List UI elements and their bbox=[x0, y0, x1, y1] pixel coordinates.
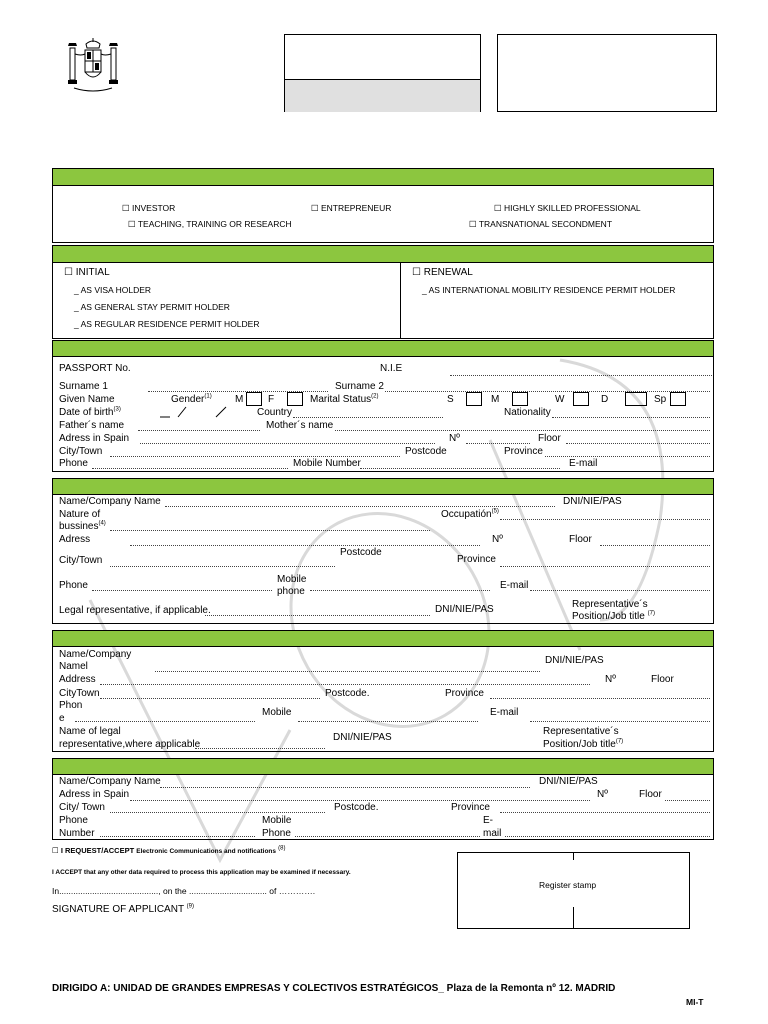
addressed-to: DIRIGIDO A: UNIDAD DE GRANDES EMPRESAS Y COLECTIVOS ESTRATÉGICOS_ Plaza de la Remonta nº 12. MADRID bbox=[52, 983, 616, 994]
s6-input-phone[interactable] bbox=[100, 836, 255, 837]
s6-input-name[interactable] bbox=[160, 787, 530, 788]
intl-mobility-label: AS INTERNATIONAL MOBILITY RESIDENCE PERMIT HOLDER bbox=[428, 285, 676, 295]
s5-label-postcode: Postcode. bbox=[325, 688, 370, 699]
gender-f-box[interactable] bbox=[287, 392, 303, 406]
section-6-header bbox=[52, 758, 714, 775]
s5-input-mobile[interactable] bbox=[298, 721, 478, 722]
s5-label-address: Address bbox=[59, 674, 96, 685]
s5-input-province[interactable] bbox=[490, 698, 710, 699]
marital-text: Marital Status bbox=[310, 394, 372, 405]
s5-input-name[interactable] bbox=[155, 671, 540, 672]
label-f: F bbox=[268, 394, 275, 405]
checkbox-initial[interactable]: ☐ INITIAL bbox=[64, 267, 110, 278]
s4-input-address[interactable] bbox=[130, 545, 480, 546]
marital-m-box[interactable] bbox=[512, 392, 528, 406]
s5-label-province: Province bbox=[445, 688, 484, 699]
regular-residence-label: AS REGULAR RESIDENCE PERMIT HOLDER bbox=[80, 319, 260, 329]
teaching-label: TEACHING, TRAINING OR RESEARCH bbox=[137, 219, 292, 229]
input-nationality[interactable] bbox=[552, 417, 710, 418]
s5-label-name1: Name/Company bbox=[59, 649, 132, 660]
form-code: MI-T bbox=[686, 997, 704, 1007]
stamp-tick-bottom bbox=[573, 907, 574, 929]
s4-label-occupation bbox=[441, 509, 499, 520]
dob-sup: (3) bbox=[113, 406, 121, 413]
s4-occupation-sup: (5) bbox=[491, 508, 499, 515]
s6-input-floor[interactable] bbox=[665, 800, 710, 801]
dob-text: Date of birth bbox=[59, 407, 114, 418]
s6-label-name: Name/Company Name bbox=[59, 776, 161, 787]
input-city[interactable] bbox=[110, 456, 400, 457]
marital-s-box[interactable] bbox=[466, 392, 482, 406]
option-general-stay[interactable]: _ AS GENERAL STAY PERMIT HOLDER bbox=[74, 302, 230, 312]
label-s: S bbox=[447, 394, 454, 405]
input-nie[interactable] bbox=[450, 375, 712, 376]
place-date-line[interactable]: In.........................................., on the ................................. of …………. bbox=[52, 886, 316, 896]
s6-label-city: City/ Town bbox=[59, 802, 105, 813]
input-floor[interactable] bbox=[566, 443, 710, 444]
investor-label: INVESTOR bbox=[131, 203, 176, 213]
s4-label-mobile1: Mobile bbox=[277, 574, 307, 585]
s4-input-city[interactable] bbox=[110, 566, 335, 567]
label-nie: N.I.E bbox=[380, 363, 403, 374]
s4-occupation-text: Occupatión bbox=[441, 509, 492, 520]
s4-input-occupation[interactable] bbox=[500, 519, 710, 520]
input-address[interactable] bbox=[140, 443, 435, 444]
s6-label-postcode: Postcode. bbox=[334, 802, 379, 813]
s4-label-phone: Phone bbox=[59, 580, 88, 591]
s5-label-legal2: representative,where applicable bbox=[59, 739, 201, 750]
label-mother: Mother´s name bbox=[266, 420, 334, 431]
label-marital bbox=[310, 394, 378, 405]
label-postcode: Postcode bbox=[405, 446, 447, 457]
s5-rep2-text: Position/Job title bbox=[543, 739, 616, 750]
register-stamp-label: Register stamp bbox=[539, 880, 597, 890]
s4-rep-sup: (7) bbox=[647, 610, 655, 617]
header-box-left-shaded bbox=[285, 79, 480, 112]
marital-sp-box[interactable] bbox=[670, 392, 686, 406]
label-given-name: Given Name bbox=[59, 394, 115, 405]
signature-text: SIGNATURE OF APPLICANT bbox=[52, 904, 184, 915]
s5-label-email: E-mail bbox=[490, 707, 519, 718]
label-d: D bbox=[601, 394, 609, 405]
label-address: Adress in Spain bbox=[59, 433, 130, 444]
s4-label-no: Nº bbox=[492, 534, 503, 545]
checkbox-entrepreneur[interactable]: ☐ ENTREPRENEUR bbox=[311, 203, 392, 213]
marital-sup: (2) bbox=[371, 393, 379, 400]
option-visa-holder[interactable]: _ AS VISA HOLDER bbox=[74, 285, 152, 295]
label-sp: Sp bbox=[654, 394, 667, 405]
s5-input-address[interactable] bbox=[100, 684, 590, 685]
s4-rep2-text: Position/Job title bbox=[572, 611, 645, 622]
s4-label-email: E-mail bbox=[500, 580, 529, 591]
label-email: E-mail bbox=[569, 458, 598, 469]
highly-skilled-label: HIGHLY SKILLED PROFESSIONAL bbox=[503, 203, 641, 213]
s6-label-floor: Floor bbox=[639, 789, 662, 800]
visa-holder-label: AS VISA HOLDER bbox=[80, 285, 152, 295]
s4-label-legal-rep: Legal representative, if applicable. bbox=[59, 605, 211, 616]
checkbox-investor[interactable]: ☐ INVESTOR bbox=[122, 203, 176, 213]
s6-input-mobile[interactable] bbox=[295, 836, 480, 837]
option-intl-mobility[interactable]: _ AS INTERNATIONAL MOBILITY RESIDENCE PERMIT HOLDER bbox=[422, 285, 676, 295]
request-bold: I REQUEST/ACCEPT bbox=[60, 846, 135, 855]
request-accept-checkbox[interactable]: ☐ I REQUEST/ACCEPT Electronic Communications and notifications $^{(8)}$ bbox=[52, 845, 286, 855]
s6-label-email1: E- bbox=[483, 815, 493, 826]
s4-label-mobile2: phone bbox=[277, 586, 305, 597]
s6-label-phone1: Phone bbox=[59, 815, 88, 826]
s5-label-city: CityTown bbox=[59, 688, 100, 699]
s5-label-legal1: Name of legal bbox=[59, 726, 121, 737]
s4-label-rep2 bbox=[572, 611, 655, 622]
section-1-header bbox=[52, 168, 714, 186]
s5-label-rep2 bbox=[543, 739, 623, 750]
s5-input-legal[interactable] bbox=[195, 748, 325, 749]
renewal-label: RENEWAL bbox=[423, 267, 473, 278]
input-surname2[interactable] bbox=[385, 391, 710, 392]
input-mother[interactable] bbox=[335, 430, 710, 431]
input-province[interactable] bbox=[545, 456, 710, 457]
s4-nature2-text: bussines bbox=[59, 521, 99, 532]
marital-d-box[interactable] bbox=[625, 392, 647, 406]
signature-sup: (9) bbox=[186, 903, 195, 910]
s5-label-mobile: Mobile bbox=[262, 707, 292, 718]
s5-input-phone[interactable] bbox=[75, 721, 255, 722]
request-rest: Electronic Communications and notifications bbox=[136, 848, 277, 855]
option-regular-residence[interactable]: _ AS REGULAR RESIDENCE PERMIT HOLDER bbox=[74, 319, 260, 329]
s4-input-mobile[interactable] bbox=[310, 590, 490, 591]
s4-label-rep1: Representative´s bbox=[572, 599, 648, 610]
checkbox-highly-skilled[interactable]: ☐ HIGHLY SKILLED PROFESSIONAL bbox=[494, 203, 641, 213]
label-surname1: Surname 1 bbox=[59, 381, 108, 392]
s5-label-no: Nº bbox=[605, 674, 616, 685]
s4-input-name[interactable] bbox=[165, 506, 555, 507]
input-father[interactable] bbox=[138, 430, 260, 431]
s4-input-email[interactable] bbox=[530, 590, 710, 591]
initial-label: INITIAL bbox=[75, 267, 110, 278]
label-dob bbox=[59, 407, 121, 418]
transnational-label: TRANSNATIONAL SECONDMENT bbox=[478, 219, 613, 229]
stamp-tick-top bbox=[573, 852, 574, 860]
s4-nature-sup: (4) bbox=[98, 520, 106, 527]
s4-label-nature2 bbox=[59, 521, 106, 532]
s5-label-name2: Namel bbox=[59, 661, 88, 672]
gender-text: Gender bbox=[171, 394, 205, 405]
s6-label-province: Province bbox=[451, 802, 490, 813]
label-city: City/Town bbox=[59, 446, 103, 457]
s5-label-phone2: e bbox=[59, 713, 65, 724]
marital-w-box[interactable] bbox=[573, 392, 589, 406]
s4-input-floor[interactable] bbox=[600, 545, 710, 546]
label-province: Province bbox=[504, 446, 543, 457]
s5-label-floor: Floor bbox=[651, 674, 674, 685]
coat-of-arms-logo bbox=[64, 36, 122, 94]
label-w: W bbox=[555, 394, 565, 405]
section-2-divider bbox=[400, 262, 401, 339]
input-phone[interactable] bbox=[92, 468, 288, 469]
section-2-header bbox=[52, 245, 714, 263]
label-passport: PASSPORT No. bbox=[59, 363, 131, 374]
s5-input-city[interactable] bbox=[100, 698, 320, 699]
checkbox-transnational[interactable]: ☐ TRANSNATIONAL SECONDMENT bbox=[469, 219, 613, 229]
section-4-header bbox=[52, 478, 714, 495]
s4-input-nature[interactable] bbox=[110, 530, 430, 531]
s6-label-mobile1: Mobile bbox=[262, 815, 292, 826]
label-country: Country bbox=[257, 407, 293, 418]
input-no[interactable] bbox=[466, 443, 530, 444]
s6-label-mobile2: Phone bbox=[262, 828, 291, 839]
label-nationality: Nationality bbox=[504, 407, 551, 418]
label-mobile: Mobile Number bbox=[293, 458, 361, 469]
s6-input-email[interactable] bbox=[505, 836, 710, 837]
request-sup: (8) bbox=[278, 845, 286, 852]
s5-rep-sup: (7) bbox=[615, 738, 624, 745]
input-mobile[interactable] bbox=[360, 468, 560, 469]
s5-label-dni2: DNI/NIE/PAS bbox=[333, 732, 392, 743]
s4-label-dni2: DNI/NIE/PAS bbox=[435, 604, 494, 615]
s5-label-dni: DNI/NIE/PAS bbox=[545, 655, 604, 666]
label-phone: Phone bbox=[59, 458, 88, 469]
s4-input-phone[interactable] bbox=[92, 590, 272, 591]
header-box-right bbox=[497, 34, 717, 112]
input-country[interactable] bbox=[293, 417, 443, 418]
s6-label-no: Nº bbox=[597, 789, 608, 800]
section-3-header bbox=[52, 340, 714, 357]
s4-label-address: Adress bbox=[59, 534, 91, 545]
s4-input-legal-rep[interactable] bbox=[205, 615, 430, 616]
label-surname2: Surname 2 bbox=[335, 381, 384, 392]
s6-input-address[interactable] bbox=[130, 800, 590, 801]
general-stay-label: AS GENERAL STAY PERMIT HOLDER bbox=[80, 302, 230, 312]
label-mm: M bbox=[491, 394, 500, 405]
s6-input-city[interactable] bbox=[110, 812, 325, 813]
entrepreneur-label: ENTREPRENEUR bbox=[320, 203, 392, 213]
accept-data-text: I ACCEPT that any other data required to process this application may be examined if necessary. bbox=[52, 869, 351, 876]
s4-label-city: City/Town bbox=[59, 555, 103, 566]
section-5-header bbox=[52, 630, 714, 647]
signature-label bbox=[52, 904, 194, 915]
s4-input-province[interactable] bbox=[500, 566, 710, 567]
s5-input-email[interactable] bbox=[530, 721, 710, 722]
label-father: Father´s name bbox=[59, 420, 125, 431]
s4-label-name: Name/Company Name bbox=[59, 496, 161, 507]
s4-label-nature1: Nature of bbox=[59, 509, 101, 520]
checkbox-renewal[interactable]: ☐ RENEWAL bbox=[412, 267, 473, 278]
label-floor: Floor bbox=[538, 433, 561, 444]
s4-label-province: Province bbox=[457, 554, 496, 565]
dob-slashes bbox=[160, 404, 250, 418]
s5-label-phone1: Phon bbox=[59, 700, 83, 711]
label-no: Nº bbox=[449, 433, 460, 444]
s6-label-address: Adress in Spain bbox=[59, 789, 130, 800]
s6-input-province[interactable] bbox=[500, 812, 710, 813]
s6-label-phone2: Number bbox=[59, 828, 95, 839]
s6-label-dni: DNI/NIE/PAS bbox=[539, 776, 598, 787]
s6-label-email2: mail bbox=[483, 828, 502, 839]
section-1-body bbox=[52, 185, 714, 243]
s4-label-dni: DNI/NIE/PAS bbox=[563, 496, 622, 507]
checkbox-teaching[interactable]: ☐ TEACHING, TRAINING OR RESEARCH bbox=[128, 219, 292, 229]
label-m: M bbox=[235, 394, 244, 405]
s4-label-postcode: Postcode bbox=[340, 547, 382, 558]
s5-label-rep1: Representative´s bbox=[543, 726, 619, 737]
gender-sup: (1) bbox=[204, 393, 212, 400]
s4-label-floor: Floor bbox=[569, 534, 592, 545]
